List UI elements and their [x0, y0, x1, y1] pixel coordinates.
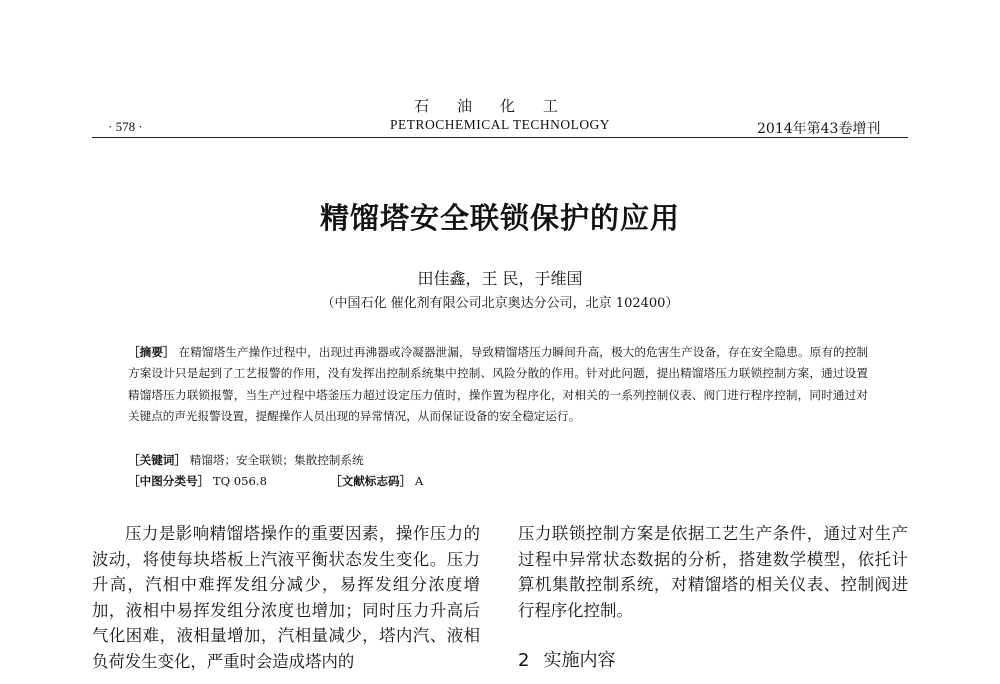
page-number: · 578 · [108, 119, 143, 134]
issue-info: 2014年第43卷增刊 [757, 121, 881, 137]
section-heading [518, 646, 615, 672]
clc-label: ［中图分类号］ [128, 474, 210, 488]
body-right-paragraph: 压力联锁控制方案是依据工艺生产条件，通过对生产过程中异常状态数据的分析，搭建数学模型，依托计算机集散控制系统，对精馏塔的相关仪表、控制阀进行程序化控制。 [518, 524, 908, 620]
abstract-label: ［摘要］ [128, 345, 175, 359]
header-rule [92, 137, 908, 138]
journal-name-en: PETROCHEMICAL TECHNOLOGY [389, 117, 611, 132]
doc-code-label: ［文献标志码］ [330, 474, 412, 488]
keywords-text: 精馏塔；安全联锁；集散控制系统 [189, 453, 364, 467]
keywords [128, 452, 364, 468]
document-code [330, 473, 423, 489]
article-title: 精馏塔安全联锁保护的应用 [319, 201, 680, 235]
clc-number [128, 473, 267, 489]
journal-name-cn: 石油化工 [413, 97, 586, 115]
body-left-paragraph: 压力是影响精馏塔操作的重要因素，操作压力的波动，将使每块塔板上汽液平衡状态发生变化。压力升高，汽相中难挥发组分减少，易挥发组分浓度增加，液相中易挥发组分浓度也增加；同时压力升高后气化困难，液相量增加，汽相量减少，塔内汽、液相负荷发生变化，严重时会造成塔内的 [92, 524, 480, 671]
section-number: 2 [518, 650, 530, 671]
doc-code-value: A [414, 474, 424, 488]
keywords-label: ［关键词］ [128, 453, 186, 467]
clc-value: TQ 056.8 [212, 474, 267, 488]
section-title: 实施内容 [543, 650, 616, 671]
abstract-text: 在精馏塔生产操作过程中，出现过再沸器或冷凝器泄漏，导致精馏塔压力瞬间升高，极大的危害生产设备，存在安全隐患。原有的控制方案设计只是起到了工艺报警的作用，没有发挥出控制系统集中控制、风险分散的作用。针对此问题，提出精馏塔压力联锁控制方案，通过设置精馏塔压力联锁报警，当生产过程中塔釜压力超过设定压力值时，操作置为程序化，对相关的一系列控制仪表、阀门进行程序控制，同时通过对关键点的声光报警设置，提醒操作人员出现的异常情况，从而保证设备的安全稳定运行。 [128, 345, 868, 424]
article-authors: 田佳鑫，王 民，于维国 [417, 269, 583, 288]
abstract [128, 342, 868, 428]
article-affiliation: （中国石化 催化剂有限公司北京奥达分公司，北京 102400） [321, 296, 679, 311]
